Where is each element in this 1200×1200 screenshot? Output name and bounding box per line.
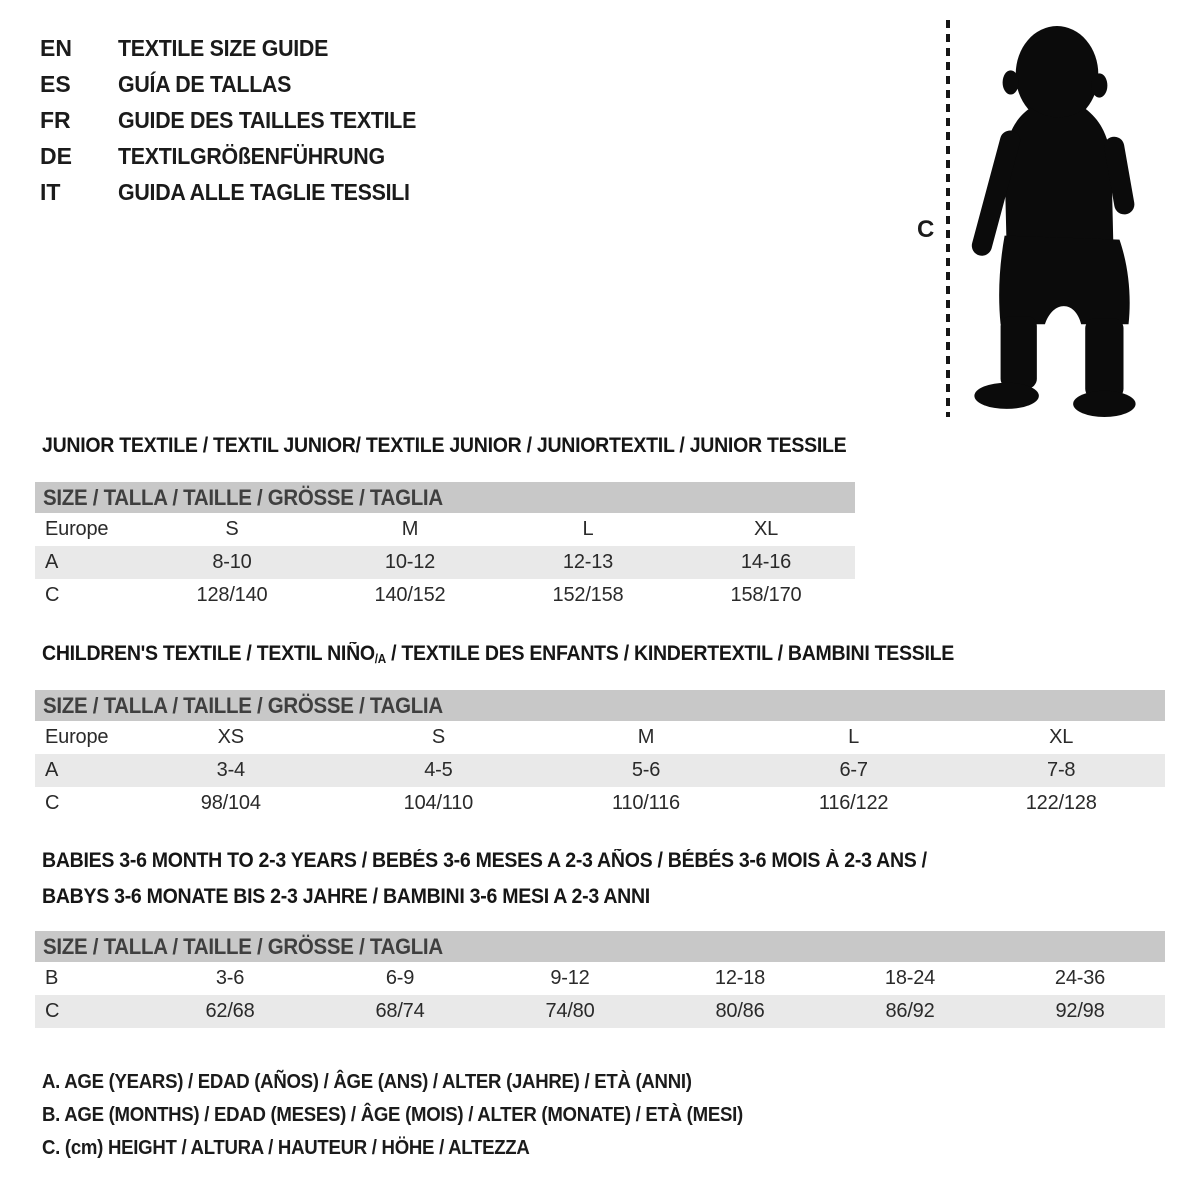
table-row [35,787,1165,820]
size-header-bar [35,482,855,513]
size-header-label: SIZE / TALLA / TAILLE / GRÖSSE / TAGLIA [43,484,443,510]
cell: 6-9 [385,967,415,989]
size-header-label: SIZE / TALLA / TAILLE / GRÖSSE / TAGLIA [43,692,443,718]
row-label: A [45,759,59,781]
language-row-en [40,30,439,66]
language-row-fr [40,102,439,138]
footnotes [42,1071,796,1170]
children-size-table [35,690,1165,820]
cell: 3-6 [215,967,245,989]
cell: 98/104 [200,792,261,814]
table-row [35,995,1165,1028]
language-code: DE [40,142,72,169]
cell: L [848,726,860,748]
size-header-bar [35,931,1165,962]
cell: 10-12 [384,551,436,573]
language-row-es [40,66,439,102]
cell: 158/170 [730,584,802,606]
language-title: GUÍA DE TALLAS [118,70,292,97]
cell: 152/158 [552,584,624,606]
title-subscript: /A [374,652,386,667]
row-label: A [45,551,59,573]
language-code: ES [40,70,71,97]
size-header-label: SIZE / TALLA / TAILLE / GRÖSSE / TAGLIA [43,933,443,959]
cell: 116/122 [818,792,889,814]
language-title: TEXTILE SIZE GUIDE [118,34,329,61]
cell: 5-6 [631,759,661,781]
table-row [35,721,1165,754]
cell: 3-4 [216,759,245,781]
table-row [35,579,855,612]
cell: 7-8 [1047,759,1076,781]
height-measure-figure [915,20,1165,420]
cell: XL [1049,726,1074,748]
height-measure-dashed-line [946,20,950,417]
language-title: GUIDA ALLE TAGLIE TESSILI [118,178,410,205]
cell: M [401,518,419,540]
language-row-it [40,174,439,210]
cell: 4-5 [424,759,453,781]
height-measure-label: C [917,216,935,243]
cell: XS [217,726,244,748]
language-title: GUIDE DES TAILLES TEXTILE [118,106,417,133]
table-row [35,513,855,546]
cell: 104/110 [403,792,474,814]
cell: 62/68 [205,1000,255,1022]
children-section-title: CHILDREN'S TEXTILE / TEXTIL $NIÑO_{/A}$ / TEXTILE DES ENFANTS / KINDERTEXTIL / BAMBINI TESSILE [42,642,955,667]
cell: L [582,518,594,540]
row-label: Europe [45,726,109,748]
cell: 68/74 [375,1000,425,1022]
cell: 140/152 [374,584,446,606]
babies-size-table [35,931,1165,1028]
language-title: TEXTILGRÖßENFÜHRUNG [118,142,385,169]
cell: XL [753,518,779,540]
cell: 122/128 [1025,792,1097,814]
row-label: C [45,584,60,606]
size-header-bar [35,690,1165,721]
language-code: IT [40,178,61,205]
cell: 74/80 [545,1000,595,1022]
table-row [35,754,1165,787]
babies-section-title: BABIES 3-6 MONTH TO 2-3 YEARS / BEBÉS 3-6 MESES A 2-3 AÑOS / BÉBÉS 3-6 MOIS À 2-3 ANS / BABYS 3-6 MONATE BIS 2-3 JAHRE / BAMBINI 3-6 MESI A 2-3 ANNI [42,849,927,908]
cell: M [637,726,655,748]
junior-size-table [35,482,855,612]
cell: 128/140 [196,584,268,606]
cell: 18-24 [884,967,936,989]
cell: 8-10 [212,551,252,573]
row-label: B [45,967,59,989]
cell: 12-13 [562,551,614,573]
cell: 110/116 [612,792,680,814]
cell: 80/86 [715,1000,765,1022]
language-code: EN [40,34,72,61]
cell: 14-16 [740,551,792,573]
footnote-c: C. (cm) HEIGHT / ALTURA / HAUTEUR / HÖHE / ALTEZZA [42,1137,530,1159]
junior-section-title: JUNIOR TEXTILE / TEXTIL JUNIOR/ TEXTILE JUNIOR / JUNIORTEXTIL / JUNIOR TESSILE [42,434,847,457]
row-label: Europe [45,518,109,540]
table-row [35,546,855,579]
cell: S [225,518,239,540]
cell: 86/92 [885,1000,935,1022]
footnote-a: A. AGE (YEARS) / EDAD (AÑOS) / ÂGE (ANS) / ALTER (JAHRE) / ETÀ (ANNI) [42,1071,692,1093]
cell: 92/98 [1055,1000,1105,1022]
row-label: C [45,1000,60,1022]
cell: 12-18 [714,967,766,989]
language-header [40,30,439,210]
language-row-de [40,138,439,174]
table-row [35,962,1165,995]
cell: 24-36 [1054,967,1106,989]
language-code: FR [40,106,71,133]
toddler-silhouette-icon [970,22,1142,420]
footnote-b: B. AGE (MONTHS) / EDAD (MESES) / ÂGE (MOIS) / ALTER (MONATE) / ETÀ (MESI) [42,1104,743,1126]
cell: 6-7 [839,759,868,781]
cell: 9-12 [550,967,590,989]
cell: S [431,726,445,748]
row-label: C [45,792,60,814]
